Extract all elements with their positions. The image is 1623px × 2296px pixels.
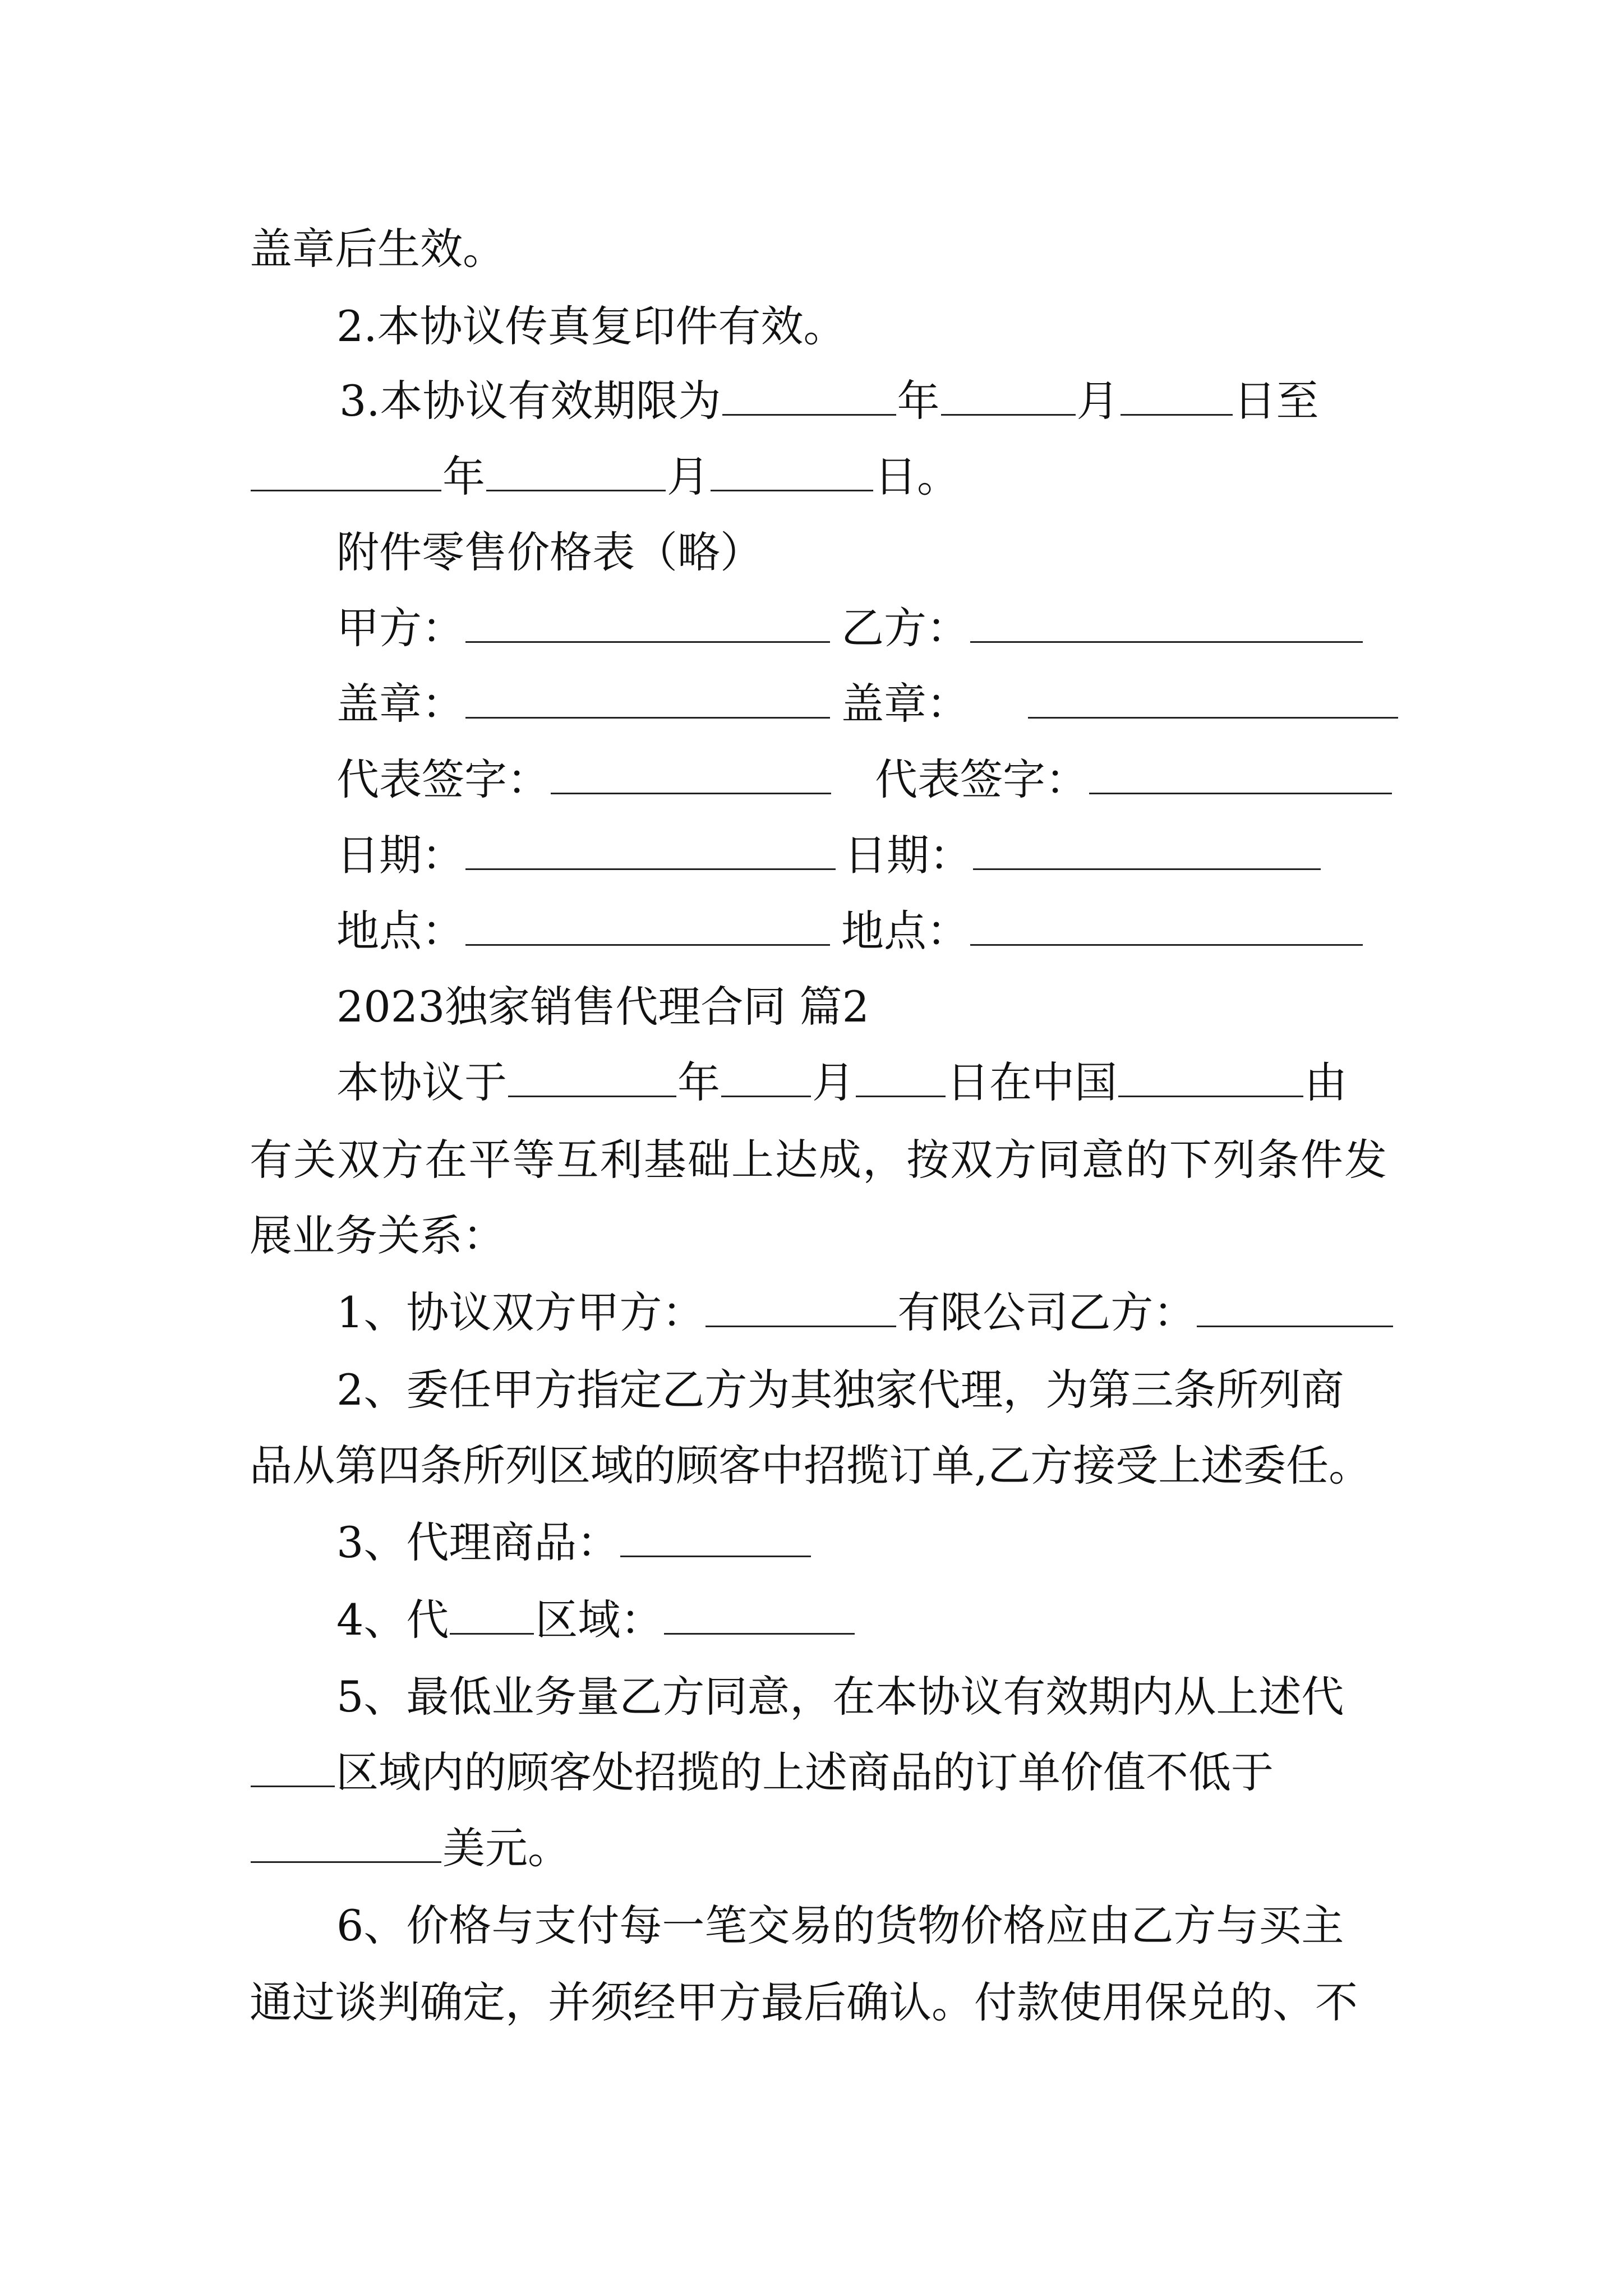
seal-a-label: 盖章： bbox=[336, 676, 831, 732]
section-heading: 2023独家销售代理合同 篇2 bbox=[336, 982, 869, 1032]
clause-5-minimum-volume-line3: 美元。 bbox=[250, 1820, 570, 1876]
blank-field[interactable] bbox=[1121, 374, 1233, 416]
seal-b-field[interactable] bbox=[1028, 677, 1398, 719]
date-b-field[interactable] bbox=[973, 828, 1321, 870]
blank-field[interactable] bbox=[620, 1515, 811, 1557]
place-a-field[interactable] bbox=[465, 904, 830, 946]
blank-field[interactable] bbox=[856, 1055, 946, 1097]
blank-field[interactable] bbox=[711, 449, 873, 491]
rep-b-field[interactable] bbox=[1089, 752, 1392, 794]
clause-2-appointment: 2、委任甲方指定乙方为其独家代理，为第三条所列商 bbox=[336, 1365, 1344, 1415]
place-b-label: 地点： bbox=[841, 903, 1364, 959]
blank-field[interactable] bbox=[251, 449, 441, 491]
blank-field[interactable] bbox=[721, 1055, 811, 1097]
place-b-field[interactable] bbox=[970, 904, 1363, 946]
clause-3-products: 3、代理商品： bbox=[336, 1515, 812, 1571]
clause-4-region: 4、代 区域： bbox=[336, 1592, 856, 1648]
clause-5-minimum-volume-line2: 区域内的顾客处招揽的上述商品的订单价值不低于 bbox=[250, 1745, 1274, 1801]
party-a-field[interactable] bbox=[465, 601, 830, 643]
rep-a-field[interactable] bbox=[551, 752, 831, 794]
seal-a-field[interactable] bbox=[465, 677, 830, 719]
clause-1-parties: 1、协议双方甲方： 有限公司乙方： bbox=[336, 1285, 1394, 1341]
attachment-note: 附件零售价格表（略） bbox=[336, 527, 763, 577]
blank-field[interactable] bbox=[1118, 1055, 1303, 1097]
paragraph-agreement-intro-line2: 有关双方在平等互利基础上达成，按双方同意的下列条件发 bbox=[250, 1135, 1387, 1185]
date-a-label: 日期： bbox=[336, 827, 837, 884]
clause-6-price-payment-line2: 通过谈判确定，并须经甲方最后确认。付款使用保兑的、不 bbox=[250, 1977, 1358, 2027]
date-a-field[interactable] bbox=[465, 828, 836, 870]
clause-5-minimum-volume: 5、最低业务量乙方同意，在本协议有效期内从上述代 bbox=[336, 1672, 1344, 1722]
date-b-label: 日期： bbox=[844, 827, 1322, 884]
clause-fax-copy-valid: 2.本协议传真复印件有效。 bbox=[336, 301, 846, 351]
blank-field[interactable] bbox=[251, 1745, 335, 1787]
blank-field[interactable] bbox=[706, 1285, 896, 1327]
text-line-sealed-effective: 盖章后生效。 bbox=[250, 224, 505, 274]
blank-field[interactable] bbox=[1197, 1285, 1393, 1327]
blank-field[interactable] bbox=[251, 1821, 441, 1863]
seal-b-label: 盖章： bbox=[841, 676, 1399, 732]
blank-field[interactable] bbox=[722, 374, 896, 416]
party-b-label: 乙方： bbox=[841, 600, 1364, 656]
clause-6-price-payment: 6、价格与支付每一笔交易的货物价格应由乙方与买主 bbox=[336, 1901, 1344, 1950]
blank-field[interactable] bbox=[508, 1055, 676, 1097]
blank-field[interactable] bbox=[941, 374, 1076, 416]
blank-field[interactable] bbox=[450, 1593, 534, 1635]
paragraph-agreement-intro: 本协议于 年 月 日在中国 由 bbox=[336, 1055, 1347, 1111]
clause-2-appointment-line2: 品从第四条所列区域的顾客中招揽订单,乙方接受上述委任。 bbox=[250, 1441, 1372, 1490]
party-a-label: 甲方： bbox=[336, 600, 831, 656]
clause-validity-period-end: 年 月 日。 bbox=[250, 449, 960, 505]
blank-field[interactable] bbox=[486, 449, 666, 491]
blank-field[interactable] bbox=[664, 1593, 855, 1635]
rep-a-label: 代表签字： bbox=[336, 752, 832, 808]
place-a-label: 地点： bbox=[336, 903, 831, 959]
clause-validity-period: 3.本协议有效期限为 年 月 日至 bbox=[339, 373, 1319, 429]
party-b-field[interactable] bbox=[970, 601, 1363, 643]
rep-b-label: 代表签字： bbox=[875, 752, 1393, 808]
paragraph-agreement-intro-line3: 展业务关系： bbox=[250, 1211, 505, 1260]
